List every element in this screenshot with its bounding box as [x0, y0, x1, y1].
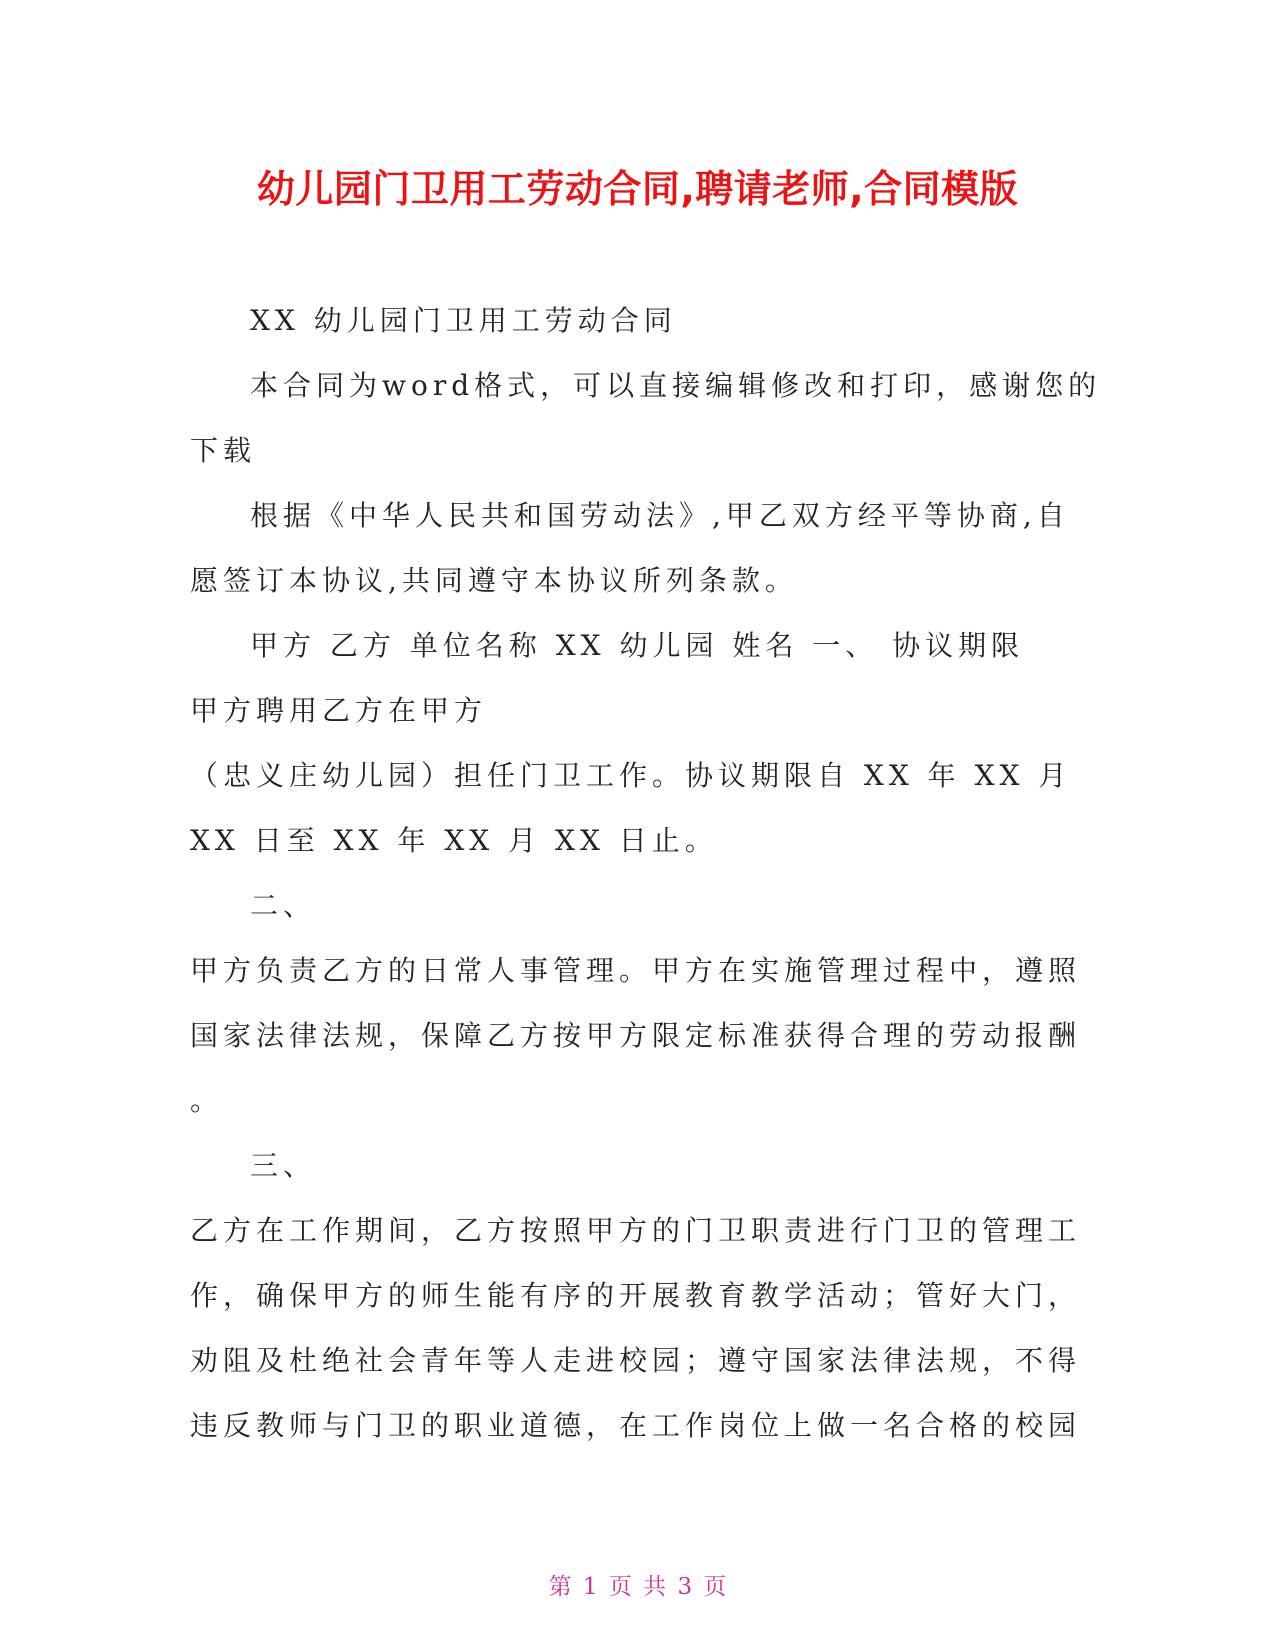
paragraph-line: XX 日至 XX 年 XX 月 XX 日止。: [190, 824, 718, 857]
paragraph-line: 劝阻及杜绝社会青年等人走进校园；遵守国家法律法规，不得: [190, 1344, 1082, 1377]
paragraph-line: 乙方在工作期间，乙方按照甲方的门卫职责进行门卫的管理工: [190, 1214, 1082, 1247]
document-body: [190, 288, 1102, 1458]
paragraph-line: XX 幼儿园门卫用工劳动合同: [250, 304, 677, 337]
paragraph-line: 甲方负责乙方的日常人事管理。甲方在实施管理过程中，遵照: [190, 954, 1082, 987]
paragraph-line: 愿签订本协议,共同遵守本协议所列条款。: [190, 564, 798, 597]
paragraph-line: 根据《中华人民共和国劳动法》,甲乙双方经平等协商,自: [250, 499, 1070, 532]
page-footer: 第 1 页 共 3 页: [548, 1574, 727, 1600]
section-heading: 二、: [250, 889, 317, 922]
paragraph-line: 甲方聘用乙方在甲方: [190, 694, 488, 727]
document-title: 幼儿园门卫用工劳动合同,聘请老师,合同模版: [256, 167, 1019, 211]
section-heading: 三、: [250, 1149, 317, 1182]
paragraph-line: 作，确保甲方的师生能有序的开展教育教学活动；管好大门，: [190, 1279, 1082, 1312]
paragraph-line: （忠义庄幼儿园）担任门卫工作。协议期限自 XX 年 XX 月: [190, 759, 1072, 792]
paragraph-line: 本合同为word格式，可以直接编辑修改和打印，感谢您的: [250, 369, 1102, 402]
paragraph-line: 下载: [190, 434, 257, 467]
paragraph-line: 国家法律法规，保障乙方按甲方限定标准获得合理的劳动报酬: [190, 1019, 1082, 1052]
paragraph-line: 违反教师与门卫的职业道德，在工作岗位上做一名合格的校园: [190, 1409, 1082, 1442]
paragraph-line: 甲方 乙方 单位名称 XX 幼儿园 姓名 一、 协议期限: [250, 629, 1025, 662]
paragraph-line: 。: [190, 1084, 224, 1117]
